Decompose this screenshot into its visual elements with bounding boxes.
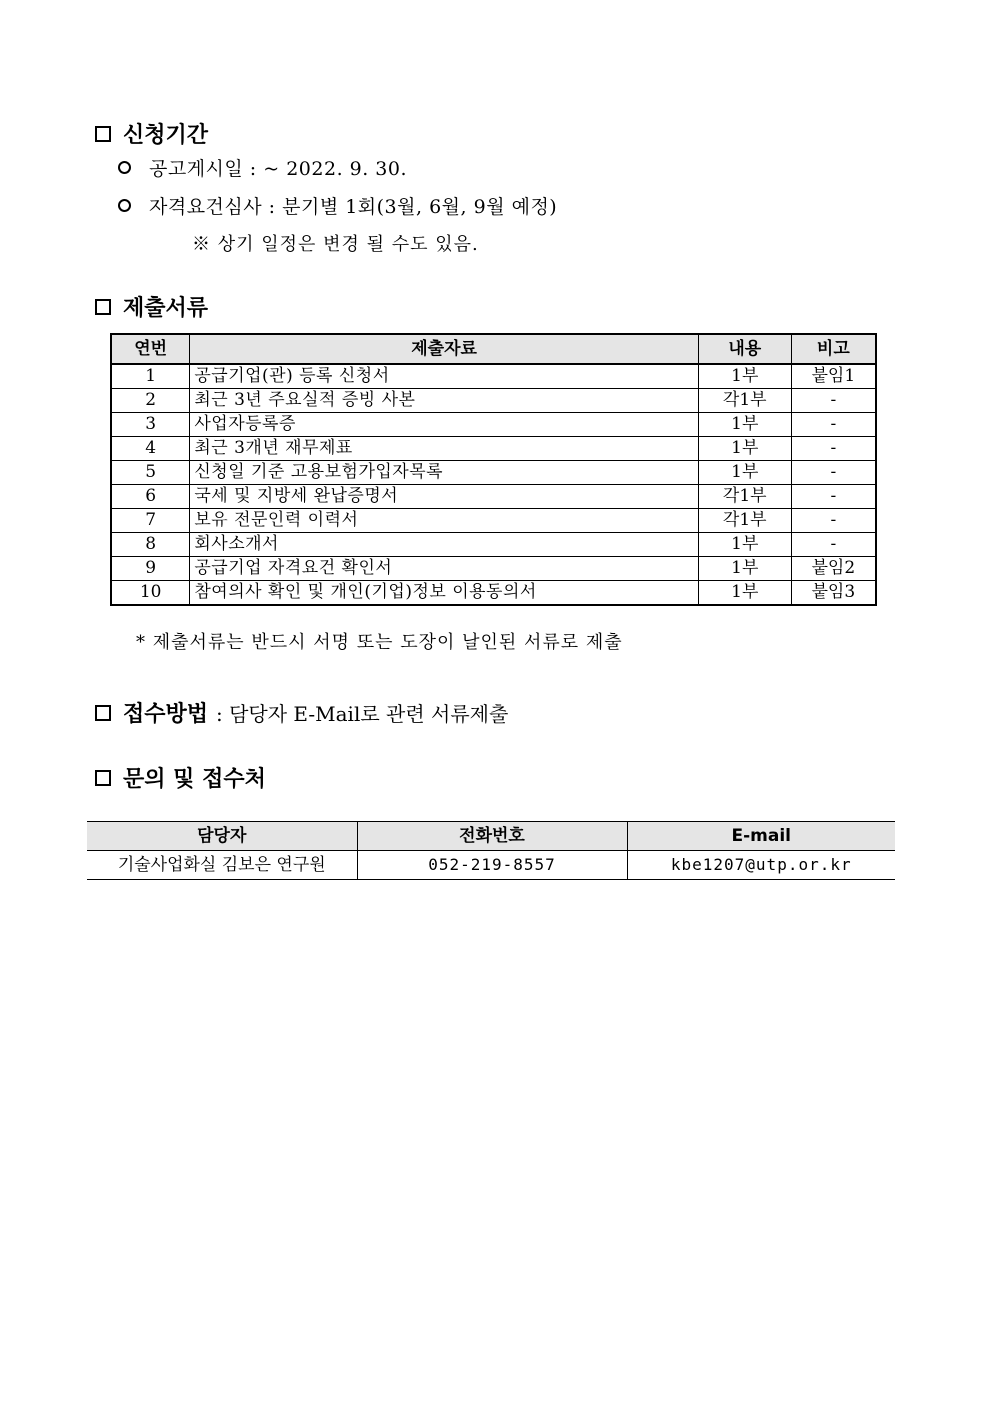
section-title: 문의 및 접수처	[123, 767, 266, 792]
table-row: 7 보유 전문인력 이력서 각1부 -	[111, 509, 876, 533]
table-row: 8 회사소개서 1부 -	[111, 533, 876, 557]
contact-person: 기술사업화실 김보은 연구원	[87, 851, 357, 880]
section-title: 신청기간	[123, 123, 209, 148]
period-note: ※ 상기 일정은 변경 될 수도 있음.	[192, 234, 479, 255]
contact-email-link[interactable]: kbe1207@utp.or.kr	[627, 851, 895, 880]
table-row: 4 최근 3개년 재무제표 1부 -	[111, 437, 876, 461]
period-line: 공고게시일 : ~ 2022. 9. 30.	[118, 154, 407, 181]
column-header: 전화번호	[357, 822, 627, 851]
circle-bullet-icon	[118, 199, 131, 212]
period-line: 자격요건심사 : 분기별 1회(3월, 6월, 9월 예정)	[118, 192, 557, 219]
checkbox-icon	[95, 126, 111, 142]
checkbox-icon	[95, 705, 111, 721]
table-header-row	[87, 822, 895, 851]
table-row: 3 사업자등록증 1부 -	[111, 413, 876, 437]
table-row: 9 공급기업 자격요건 확인서 1부 붙임2	[111, 557, 876, 581]
contact-phone: 052-219-8557	[357, 851, 627, 880]
circle-bullet-icon	[118, 161, 131, 174]
checkbox-icon	[95, 770, 111, 786]
documents-table	[110, 333, 877, 606]
column-header: 비고	[791, 334, 876, 364]
column-header: 내용	[698, 334, 791, 364]
table-row	[87, 851, 895, 880]
column-header: 연번	[111, 334, 190, 364]
submission-detail: : 담당자 E-Mail로 관련 서류제출	[216, 702, 509, 726]
table-row: 10 참여의사 확인 및 개인(기업)정보 이용동의서 1부 붙임3	[111, 581, 876, 606]
column-header: 제출자료	[190, 334, 699, 364]
section-heading-contact	[95, 762, 266, 793]
table-row: 1 공급기업(관) 등록 신청서 1부 붙임1	[111, 364, 876, 389]
contact-table	[87, 821, 895, 880]
section-title: 접수방법	[123, 702, 209, 727]
column-header: E-mail	[627, 822, 895, 851]
section-heading-submission	[95, 697, 508, 728]
section-heading-period	[95, 118, 208, 149]
section-title: 제출서류	[123, 296, 209, 321]
documents-note: * 제출서류는 반드시 서명 또는 도장이 날인된 서류로 제출	[136, 632, 623, 653]
column-header: 담당자	[87, 822, 357, 851]
table-row: 2 최근 3년 주요실적 증빙 사본 각1부 -	[111, 389, 876, 413]
table-row: 6 국세 및 지방세 완납증명서 각1부 -	[111, 485, 876, 509]
table-row: 5 신청일 기준 고용보험가입자목록 1부 -	[111, 461, 876, 485]
section-heading-documents	[95, 291, 208, 322]
table-header-row	[111, 334, 876, 364]
checkbox-icon	[95, 299, 111, 315]
